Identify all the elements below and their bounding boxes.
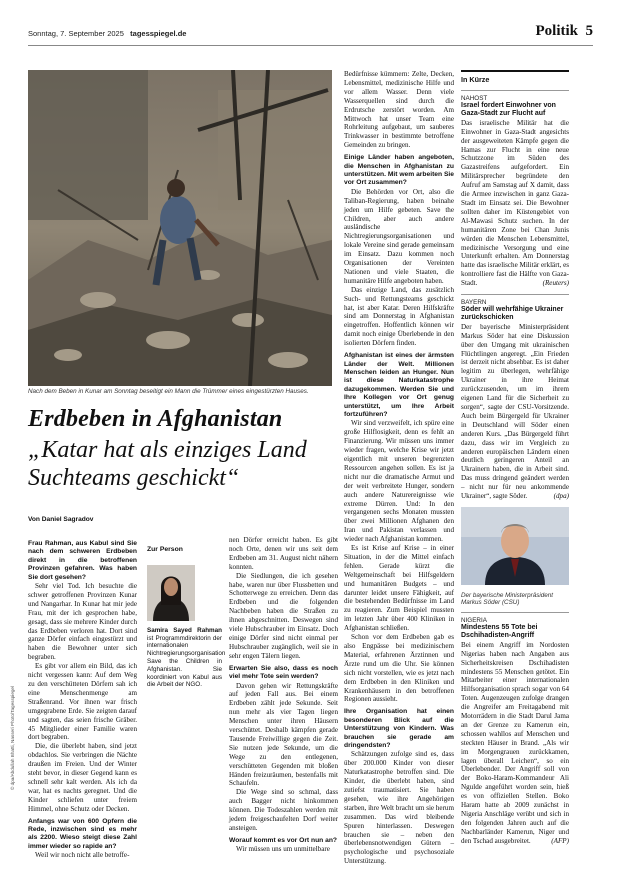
- answer-paragraph: Es ist Krise auf Krise – in einer Situation, in der die Mittel einfach fehlen. Gerade kürzt die Weltgemeinschaft bei Hilfsgeldern und humanitären Budgets – und darunter leidet unsere Fähigkeit, auf die bestehenden Bedürfnisse im Land zu reagieren. Zum Beispiel mussten im letzten Jahr über 400 Kliniken in Afghanistan schließen.: [344, 544, 454, 633]
- article-kicker: Erdbeben in Afghanistan: [28, 406, 283, 432]
- answer-paragraph: Weil wir noch nicht alle betroffe-: [35, 851, 130, 860]
- in-kuerze-box: [461, 70, 569, 846]
- byline: Von Daniel Sagradov: [28, 516, 94, 523]
- news-text: [461, 323, 569, 501]
- answer-paragraph: Das einzige Land, das zusätzlich Such- und Rettungsteams geschickt hat, ist aber Katar. Deren Hilfskräfte sind am Donnerstag in Afghanistan eingetroffen. Hoffentlich können wir damit noch einige Überlebende in den isolierten Dörfern finden.: [344, 285, 454, 348]
- interview-question: Erwarten Sie also, dass es noch viel mehr Tote sein werden?: [229, 664, 338, 681]
- news-body: [461, 119, 569, 288]
- header-date-line: [28, 29, 186, 38]
- interview-question: Worauf kommt es vor Ort nun an?: [229, 836, 338, 844]
- interview-question: Afghanistan ist eines der ärmsten Länder der Welt. Millionen Menschen leiden an Hunger. Nun ist diese Naturkatastrophe dazugekommen. Werden Sie und Ihre Kollegen vor Ort genug unterstützt, um Ihre Arbeit fortzuführen?: [344, 352, 454, 418]
- news-body: [461, 641, 569, 846]
- soeder-photo: [461, 507, 569, 585]
- site-name[interactable]: tagesspiegel.de: [130, 29, 187, 38]
- news-title[interactable]: Mindestens 55 Tote bei Dschihadisten-Angriff: [461, 623, 538, 640]
- answer-paragraph: Es gibt vor allem ein Bild, das ich nicht vergessen kann: Auf dem Weg zu den verschütteten Dörfern sah ich eine Menschenmenge am Straßenrand. Vor ihnen war frisch umgegrabene Erde. Sie zeigten darauf und sagten, das seien frische Gräber. 45 Mitglieder einer Familie waren dort begraben.: [28, 662, 137, 742]
- answer-paragraph: Schätzungen zufolge sind es, dass über 200.000 Kinder von dieser Naturkatastrophe betroffen sind. Die Kinder, die überlebt haben, sind zutiefst traumatisiert. Sie haben gesehen, wie ihre Angehörigen starben, ihre Welt bracht um sie herum zusammen. Das wird bleibende Spuren hinterlassen. Deswegen brauchen sie – neben den überlebensnotwendigen Gütern – psychologische und psychosoziale Unterstützung.: [344, 750, 454, 866]
- news-text-content: Das israelische Militär hat die Einwohner in Gaza-Stadt angesichts der ausgeweiteten Kämpfe gegen die Hamas zur Flucht in eine neue Schutzzone im Süden des Gazastreifens aufgefordert. Ein Militärsprecher begründete den Aufruf am Samstag auf X damit, dass die Armee inzwischen in ganz Gaza-Stadt im Einsatz sei. Die Bewohner sollten daher im Küstengebiet von Al-Mawasi Schutz suchen. In der humanitären Zone bei Chan Junis würden die Menschen Lebensmittel, medizinische Versorgung und eine Unterkunft erhalten. Am Donnerstag hatte das israelische Militär erklärt, es kontrolliere fast die Hälfte von Gaza-Stadt.: [461, 118, 569, 288]
- photo-credit: © dpa/Abdullah Bhatti, Nasseri Photo/Tagesspiegel: [10, 685, 15, 790]
- article-headline: „Katar hat als einziges Land Suchteams geschickt“: [28, 437, 307, 491]
- section-name: Politik: [535, 23, 578, 39]
- article-column-2: [229, 536, 338, 854]
- news-region: NIGERIA: [461, 616, 487, 624]
- news-photo: [461, 507, 569, 606]
- issue-date: Sonntag, 7. September 2025: [28, 29, 124, 38]
- answer-paragraph: Wir sind verzweifelt, ich spüre eine große Hilflosigkeit, denn es fehlt an Finanzierung. Wir müssen uns immer wieder fragen, welche Krise wir jetzt eigentlich mit unseren begrenzten Ressourcen angehen sollen. Es ist ja nicht nur die dramatische Armut und der weit verbreitete Hunger, sondern auch andere Naturereignisse wie extreme Dürren. Und: In den vergangenen sechs Monaten mussten über zwei Millionen Afghanen den Iran und Pakistan verlassen und wieder nach Afghanistan kommen.: [344, 419, 454, 544]
- person-portrait: [147, 565, 195, 621]
- person-name: Samira Sayed Rahman: [147, 626, 222, 634]
- news-source: (AFP): [551, 836, 569, 845]
- news-text-content: Bei einem Angriff im Nordosten Nigerias haben nach Angaben aus Sicherheitskreisen Dschihadisten mindestens 55 Menschen getötet. Ein Mitarbeiter einer internationalen Hilfsorganisation sprach sogar von 64 Toten. Augenzeugen zufolge drangen die Angreifer am Freitagabend mit Motorrädern in die Stadt Darul Jama an der Grenze zu Kamerun ein, schossen wahllos auf Menschen und steckten Häuser in Brand. „Als wir im Morgengrauen zurückkamen, lagen überall Leichen“, so ein Überlebender. Der Angriff soll von der Boko-Haram-Kommandeur Ali Ngulde angeführt worden sein, hieß es von offiziellen Stellen. Boko Haram hatte ab 2009 zunächst in Nigeria Anschläge verübt und sich in den folgenden Jahren auch auf die Nachbarländer Kamerun, Niger und den Tschad ausgebreitet.: [461, 640, 569, 845]
- interview-question: Ihre Organisation hat einen besonderen Blick auf die Unterstützung von Kindern. Was brauchen sie gerade am dringendsten?: [344, 708, 454, 749]
- person-bio-text: ist Programmdirektorin der internationalen Nichtregierungsorganisation Save the Children in Afghanistan. Sie koordiniert von Kabul aus die Arbeit der NGO.: [147, 634, 226, 689]
- sidebar-label: Zur Person: [147, 546, 183, 553]
- article-column-1: [28, 536, 137, 860]
- answer-paragraph: Davon gehen wir Rettungskräfte auf jeden Fall aus. Bei einem Erdbeben zählt jede Sekunde. Seit nun mehr als vier Tagen liegen Menschen unter ihren Häusern verschüttet. Deshalb kämpfen gerade Tausende Freiwillige gegen die Zeit. Sie nutzen jede Sekunde, um die Wege zu den entlegenen, verschütteten Gegenden mit bloßen Händen freizuräumen, bestenfalls mit Schaufeln.: [229, 681, 338, 788]
- interview-question: Frau Rahman, aus Kabul sind Sie nach dem schweren Erdbeben direkt in die betroffenen Provinzen gefahren. Was haben Sie dort gesehen?: [28, 540, 137, 581]
- photo-caption: Nach dem Beben in Kunar am Sonntag beseitigt ein Mann die Trümmer eines eingestürzten Hauses.: [28, 388, 309, 395]
- news-item: [461, 612, 569, 846]
- in-kuerze-title: In Kürze: [461, 75, 490, 84]
- news-photo-caption: Der bayerische Ministerpräsident Markus Söder (CSU): [461, 591, 554, 606]
- interview-question: Anfangs war von 600 Opfern die Rede, inzwischen sind es mehr als 2200. Wieso steigt diese Zahl immer wieder so rapide an?: [28, 817, 137, 850]
- person-bio: [147, 626, 226, 689]
- page-number: 5: [585, 23, 593, 39]
- answer-paragraph: nen Dörfer erreicht haben. Es gibt noch Orte, denen wir uns seit dem Erdbeben am 31. August nicht nähern konnten.: [229, 536, 338, 571]
- answer-paragraph: Die Behörden vor Ort, also die Taliban-Regierung, haben beinahe jeden um Hilfe gebeten. Save the Children, aber auch andere ausländische Nichtregierungsorganisationen und lokale Vereine sind gerade gemeinsam im Einsatz. Dazu kommen noch Organisationen der Vereinten Nationen und viele Staaten, die humanitäre Hilfe angeboten haben.: [344, 187, 454, 285]
- answer-paragraph: Bedürfnisse kümmern: Zelte, Decken, Lebensmittel, medizinische Hilfe und vor allem Wasser. Denn viele Wasserquellen sind durch die Erdrutsche zerstört worden. Am Mittwoch hat unser Team eine Rohrleitung aufgebaut, um sauberes Trinkwasser in bestimmte betroffene Gemeinden zu bringen.: [344, 70, 454, 150]
- answer-paragraph: Schon vor dem Erdbeben gab es also Engpässe bei medizinischem Material, erfahrenen Ärztinnen und Ärzte rund um die Uhr. Sie können sich nicht vorstellen, wie es jetzt nach dem Erdbeben in den Kliniken und Krankenhäusern in den betroffenen Regionen aussieht.: [344, 633, 454, 704]
- news-item: [461, 95, 569, 288]
- news-source: (dpa): [553, 492, 569, 501]
- answer-paragraph: Die, die überlebt haben, sind jetzt obdachlos. Sie verbringen die Nächte draußen im Freien. Und der Winter steht bevor, in dieser Gegend kann es schnell sehr kalt werden. Als ich da war, hat es nachts geregnet. Und die Kinder schliefen unter freiem Himmel, ohne Schutz oder Decken.: [28, 742, 137, 813]
- main-photo: [28, 70, 332, 386]
- news-title[interactable]: Israel fordert Einwohner von Gaza-Stadt zur Flucht auf: [461, 102, 556, 118]
- article-column-3: [344, 70, 454, 866]
- news-region: BAYERN: [461, 299, 487, 307]
- answer-paragraph: Wir müssen uns um unmittelbare: [236, 845, 330, 854]
- news-text: [461, 119, 569, 288]
- section-header: [535, 23, 593, 40]
- answer-paragraph: Die Wege sind so schmal, dass auch Bagger nicht hinkommen können. Die Todeszahlen werden mit jedem freigeschaufelten Dorf weiter ansteigen.: [229, 788, 338, 832]
- person-sidebar: [147, 546, 226, 689]
- news-text: [461, 641, 569, 846]
- news-item: [461, 294, 569, 501]
- news-text-content: Der bayerische Ministerpräsident Markus Söder hat eine Diskussion über den Umgang mit ukrainischen Flüchtlingen angeregt. „Ein Frieden ist derzeit nicht absehbar. Es ist daher legitim zu überlegen, wehrfähige Ukrainer in ihre Heimat zurückzusenden, um im ihrem eigenen Land für die Sicherheit zu sorgen“, sagte der CSU-Vorsitzende. Auch beim Bürgergeld für Ukrainer in Deutschland will Söder einen anderen Kurs. „Das Bürgergeld führt dazu, dass wir im Vergleich zu anderen europäischen Ländern einen deutlich geringeren Anteil an Ukrainern haben, die in Arbeit sind. Das muss dringend geändert werden – nicht nur für neu ankommende Ukrainer“, sagte Söder.: [461, 322, 569, 501]
- news-source: (Reuters): [542, 279, 569, 288]
- header-rule: [28, 45, 593, 46]
- news-body: [461, 323, 569, 501]
- interview-question: Einige Länder haben angeboten, die Menschen in Afghanistan zu unterstützen. Mit wem arbeiten Sie vor Ort zusammen?: [344, 154, 454, 187]
- answer-paragraph: Die Siedlungen, die ich gesehen habe, waren nur über Flussbetten und Schotterwege zu erreichen. Denn das Erdbeben und die folgenden Nachbeben haben die Straßen zu ihnen abgeschnitten. Deswegen sind viele Hubschrauber im Einsatz. Doch einige Dörfer sind nicht einmal per Hubschrauber zugänglich, weil sie in sehr engen Tälern liegen.: [229, 571, 338, 660]
- news-region: NAHOST: [461, 95, 488, 102]
- earthquake-rubble-photo: [28, 70, 332, 386]
- answer-paragraph: Sehr viel Tod. Ich besuchte die schwer getroffenen Provinzen Kunar und Nangarhar. In Kunar hat mir jede Frau, mit der ich gesprochen habe, gesagt, dass sie mehrere Kinder durch das Erdbeben verloren hat. Dort sind ganze Dörfer einfach eingestürzt und haben die Bewohner unter sich begraben.: [28, 582, 137, 662]
- news-title[interactable]: Söder will wehrfähige Ukrainer zurückschicken: [461, 306, 564, 322]
